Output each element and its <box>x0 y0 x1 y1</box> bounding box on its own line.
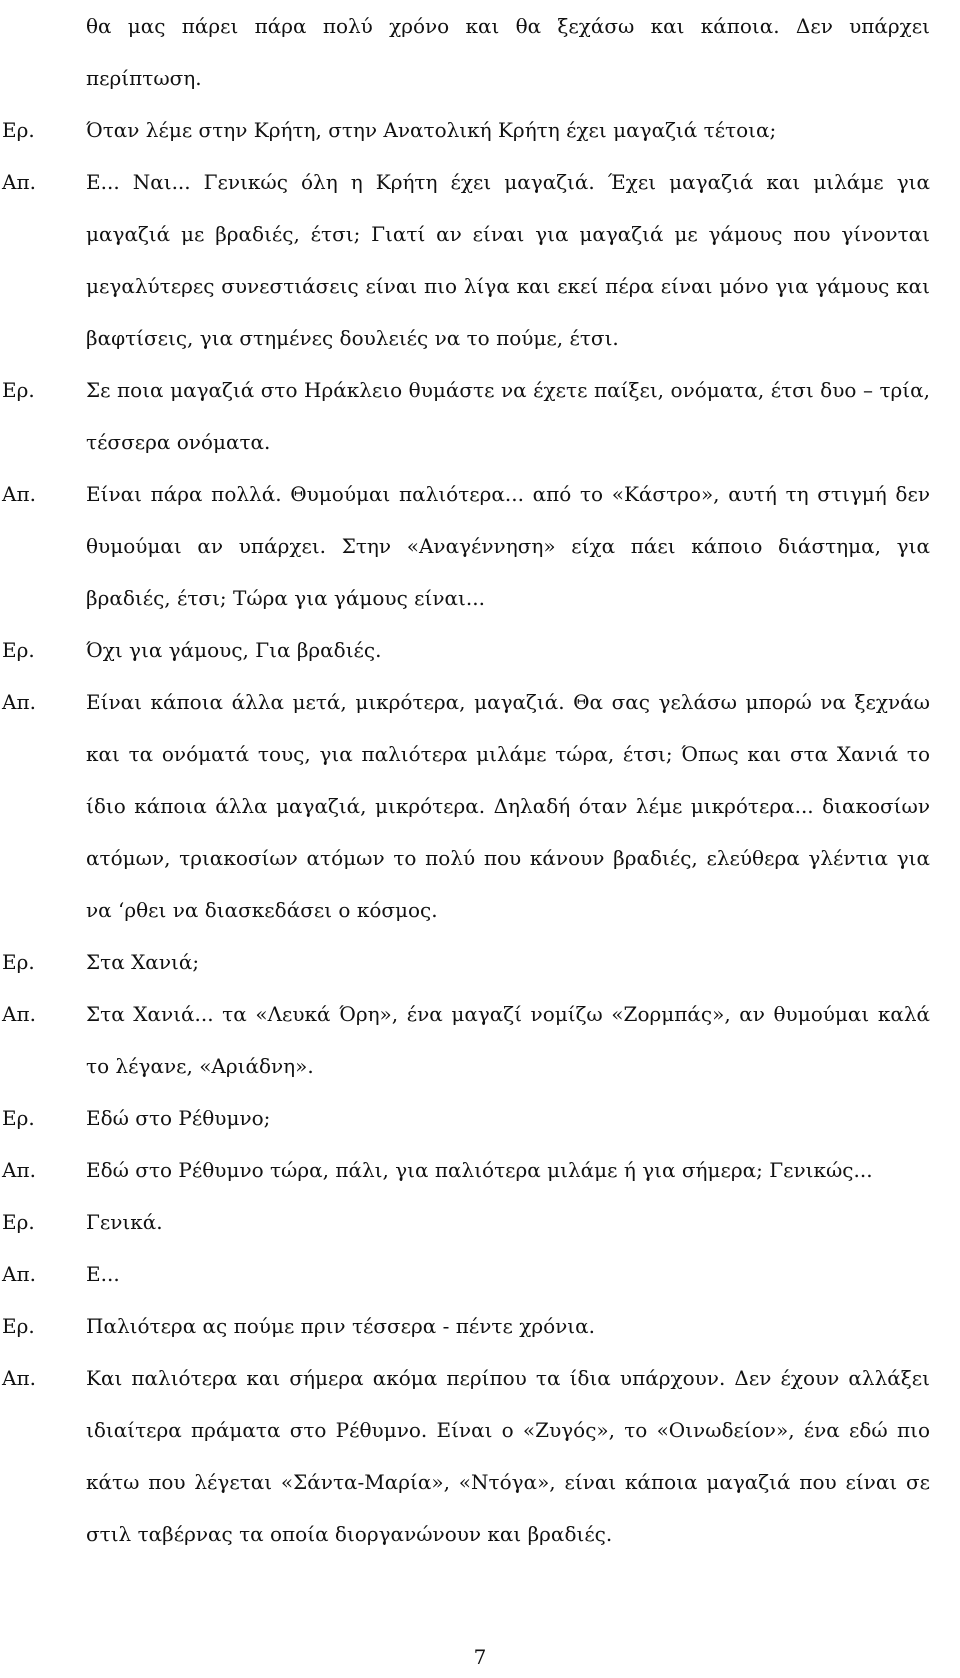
speaker-label: Απ. <box>2 690 36 714</box>
transcript-entry <box>0 1300 960 1352</box>
speaker-label: Ερ. <box>2 118 35 142</box>
entry-text: Είναι κάποια άλλα μετά, μικρότερα, μαγαζιά. Θα σας γελάσω μπορώ να ξεχνάω και τα ονόματά τους, για παλιότερα μιλάμε τώρα, έτσι; Όπως και στα Χανιά το ίδιο κάποια άλλα μαγαζιά, μικρότερα. Δηλαδή όταν λέμε μικρότερα... διακοσίων ατόμων, τριακοσίων ατόμων το πολύ που κάνουν βραδιές, ελεύθερα γλέντια για να ‘ρθει να διασκεδάσει ο κόσμος. <box>86 690 930 922</box>
entry-text: Εδώ στο Ρέθυμνο; <box>86 1106 271 1130</box>
entry-text: Και παλιότερα και σήμερα ακόμα περίπου τα ίδια υπάρχουν. Δεν έχουν αλλάξει ιδιαίτερα πράματα στο Ρέθυμνο. Είναι ο «Ζυγός», το «Οινωδείον», ένα εδώ πιο κάτω που λέγεται «Σάντα-Μαρία», «Ντόγα», είναι κάποια μαγαζιά που είναι σε στιλ ταβέρνας τα οποία διοργανώνουν και βραδιές. <box>86 1366 930 1546</box>
transcript-entry <box>0 1196 960 1248</box>
transcript-entry <box>0 364 960 468</box>
speaker-label: Ερ. <box>2 1210 35 1234</box>
transcript-entry <box>0 468 960 624</box>
transcript-entry <box>0 624 960 676</box>
speaker-label: Απ. <box>2 1366 36 1390</box>
speaker-label: Απ. <box>2 482 36 506</box>
speaker-label: Απ. <box>2 170 36 194</box>
entry-text: Ε... Ναι... Γενικώς όλη η Κρήτη έχει μαγαζιά. Έχει μαγαζιά και μιλάμε για μαγαζιά με βραδιές, έτσι; Γιατί αν είναι για μαγαζιά με γάμους που γίνονται μεγαλύτερες συνεστιάσεις είναι πιο λίγα και εκεί πέρα είναι μόνο για γάμους και βαφτίσεις, για στημένες δουλειές να το πούμε, έτσι. <box>86 170 930 350</box>
entry-text: Σε ποια μαγαζιά στο Ηράκλειο θυμάστε να έχετε παίξει, ονόματα, έτσι δυο – τρία, τέσσερα ονόματα. <box>86 378 930 454</box>
transcript-entry <box>0 0 960 104</box>
entry-text: Ε... <box>86 1262 120 1286</box>
transcript-entry <box>0 1352 960 1560</box>
transcript-entry <box>0 1144 960 1196</box>
entry-text: Εδώ στο Ρέθυμνο τώρα, πάλι, για παλιότερα μιλάμε ή για σήμερα; Γενικώς... <box>86 1158 873 1182</box>
speaker-label: Απ. <box>2 1002 36 1026</box>
transcript-entry <box>0 1248 960 1300</box>
entry-text: Στα Χανιά... τα «Λευκά Όρη», ένα μαγαζί νομίζω «Ζορμπάς», αν θυμούμαι καλά το λέγανε, «Αριάδνη». <box>86 1002 930 1078</box>
speaker-label: Απ. <box>2 1158 36 1182</box>
page-number: 7 <box>473 1645 487 1669</box>
entry-text: Παλιότερα ας πούμε πριν τέσσερα - πέντε χρόνια. <box>86 1314 595 1338</box>
transcript-entry <box>0 104 960 156</box>
transcript-entry <box>0 1092 960 1144</box>
entry-text: Είναι πάρα πολλά. Θυμούμαι παλιότερα... από το «Κάστρο», αυτή τη στιγμή δεν θυμούμαι αν υπάρχει. Στην «Αναγέννηση» είχα πάει κάποιο διάστημα, για βραδιές, έτσι; Τώρα για γάμους είναι... <box>86 482 930 610</box>
entry-text: Όταν λέμε στην Κρήτη, στην Ανατολική Κρήτη έχει μαγαζιά τέτοια; <box>86 118 777 142</box>
speaker-label: Ερ. <box>2 1106 35 1130</box>
entry-text: Γενικά. <box>86 1210 163 1234</box>
entry-text: θα μας πάρει πάρα πολύ χρόνο και θα ξεχάσω και κάποια. Δεν υπάρχει περίπτωση. <box>86 14 930 90</box>
speaker-label: Ερ. <box>2 1314 35 1338</box>
transcript-entry <box>0 936 960 988</box>
entry-text: Στα Χανιά; <box>86 950 200 974</box>
transcript-entry <box>0 988 960 1092</box>
entry-text: Όχι για γάμους, Για βραδιές. <box>86 638 382 662</box>
speaker-label: Ερ. <box>2 378 35 402</box>
speaker-label: Ερ. <box>2 638 35 662</box>
transcript-entry <box>0 676 960 936</box>
speaker-label: Απ. <box>2 1262 36 1286</box>
speaker-label: Ερ. <box>2 950 35 974</box>
transcript-entry <box>0 156 960 364</box>
